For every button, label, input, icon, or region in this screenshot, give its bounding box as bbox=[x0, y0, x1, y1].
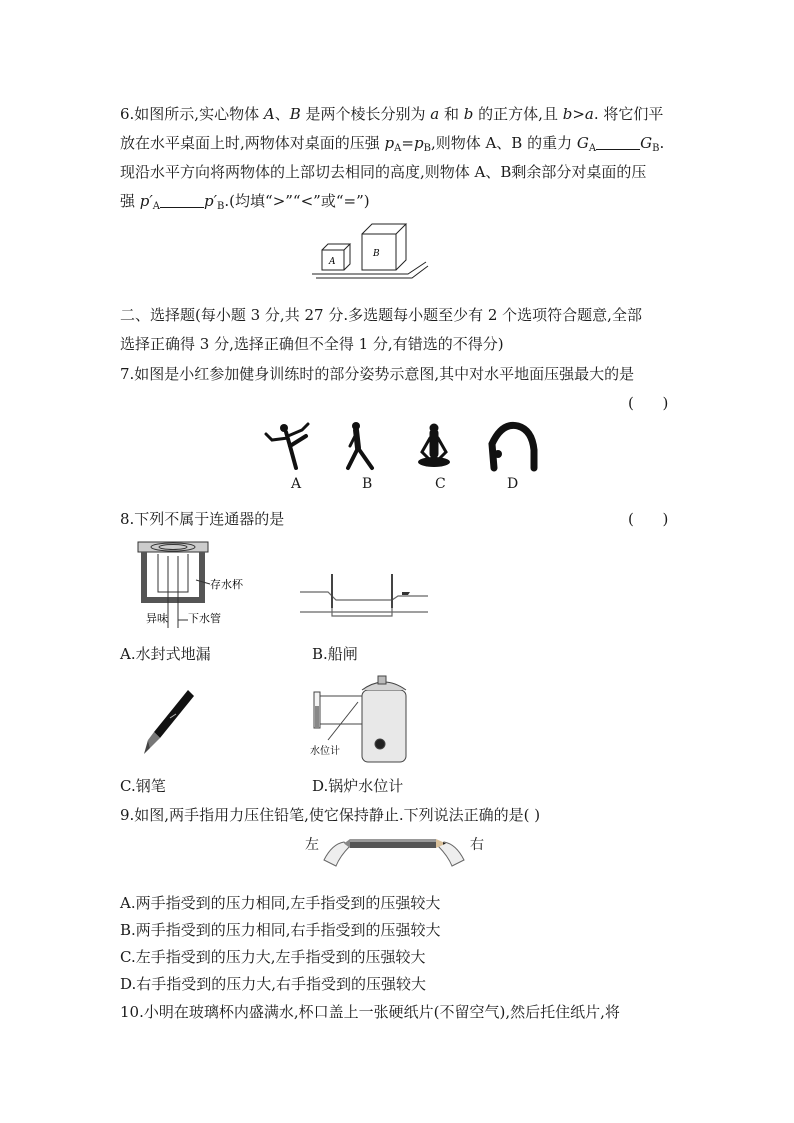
label-odor: 异味 bbox=[146, 612, 168, 625]
q7-poses-figure bbox=[262, 420, 542, 474]
q6-cubes-figure bbox=[310, 222, 430, 280]
answer-blank-g[interactable] bbox=[596, 135, 640, 150]
q9-option-c[interactable]: C.左手指受到的压力大,左手指受到的压强较大 bbox=[120, 948, 426, 966]
q6-line-2: 放在水平桌面上时,两物体对桌面的压强 $p_A=p_B$,则物体 A、B 的重力 $G_A$ $G_B$. bbox=[120, 134, 665, 154]
q10-stem: 10.小明在玻璃杯内盛满水,杯口盖上一张硬纸片(不留空气),然后托住纸片,将 bbox=[120, 1003, 620, 1021]
q9-option-a[interactable]: A.两手指受到的压力相同,左手指受到的压强较大 bbox=[120, 894, 441, 912]
section2-line-2: 选择正确得 3 分,选择正确但不全得 1 分,有错选的不得分) bbox=[120, 335, 504, 353]
answer-blank-p[interactable] bbox=[160, 193, 204, 208]
pose-c-figure bbox=[418, 424, 450, 468]
q6-line-4: 强 $p'_A$ $p'_B$.(均填“>”“<”或“=”) bbox=[120, 192, 370, 212]
label-water-gauge: 水位计 bbox=[310, 746, 340, 757]
ship-lock-figure bbox=[298, 570, 430, 620]
q9-right-label: 右 bbox=[470, 837, 484, 853]
q7-stem: 7.如图是小红参加健身训练时的部分姿势示意图,其中对水平地面压强最大的是 bbox=[120, 365, 635, 383]
q9-stem: 9.如图,两手指用力压住铅笔,使它保持静止.下列说法正确的是( ) bbox=[120, 806, 541, 824]
q9-option-b[interactable]: B.两手指受到的压力相同,右手指受到的压强较大 bbox=[120, 921, 441, 939]
pencil-fingers-figure bbox=[322, 830, 466, 870]
q6-line-3: 现沿水平方向将两物体的上部切去相同的高度,则物体 A、B剩余部分对桌面的压 bbox=[120, 163, 647, 181]
q8-stem: 8.下列不属于连通器的是 bbox=[120, 510, 285, 528]
q7-label-a: A bbox=[291, 476, 302, 492]
q8-option-b[interactable]: B.船闸 bbox=[312, 645, 358, 663]
label-drain-pipe: 下水管 bbox=[188, 612, 221, 625]
pose-b-figure bbox=[348, 422, 372, 468]
q8-answer-paren[interactable]: ( ) bbox=[628, 510, 669, 528]
q9-left-label: 左 bbox=[305, 837, 319, 853]
q9-option-d[interactable]: D.右手指受到的压力大,右手指受到的压强较大 bbox=[120, 975, 427, 993]
q7-answer-paren[interactable]: ( ) bbox=[628, 394, 669, 412]
boiler-figure bbox=[308, 672, 418, 764]
pose-a-figure bbox=[266, 424, 308, 468]
cube-a-label: A bbox=[329, 257, 336, 267]
section2-line-1: 二、选择题(每小题 3 分,共 27 分.多选题每小题至少有 2 个选项符合题意,全部 bbox=[120, 306, 642, 324]
cube-b-label: B bbox=[373, 249, 380, 259]
q8-option-a[interactable]: A.水封式地漏 bbox=[120, 645, 211, 663]
label-water-cup: 存水杯 bbox=[210, 578, 243, 591]
q7-label-d: D bbox=[507, 476, 519, 492]
q7-label-b: B bbox=[362, 476, 373, 492]
fountain-pen-figure bbox=[140, 686, 200, 756]
floor-drain-figure bbox=[130, 540, 290, 630]
pose-d-figure bbox=[492, 425, 534, 468]
q7-label-c: C bbox=[435, 476, 446, 492]
q8-option-c[interactable]: C.钢笔 bbox=[120, 777, 166, 795]
q6-line-1: 6.如图所示,实心物体 A、B 是两个棱长分别为 a 和 b 的正方体,且 b>a. 将它们平 bbox=[120, 105, 664, 123]
q8-option-d[interactable]: D.锅炉水位计 bbox=[312, 777, 404, 795]
